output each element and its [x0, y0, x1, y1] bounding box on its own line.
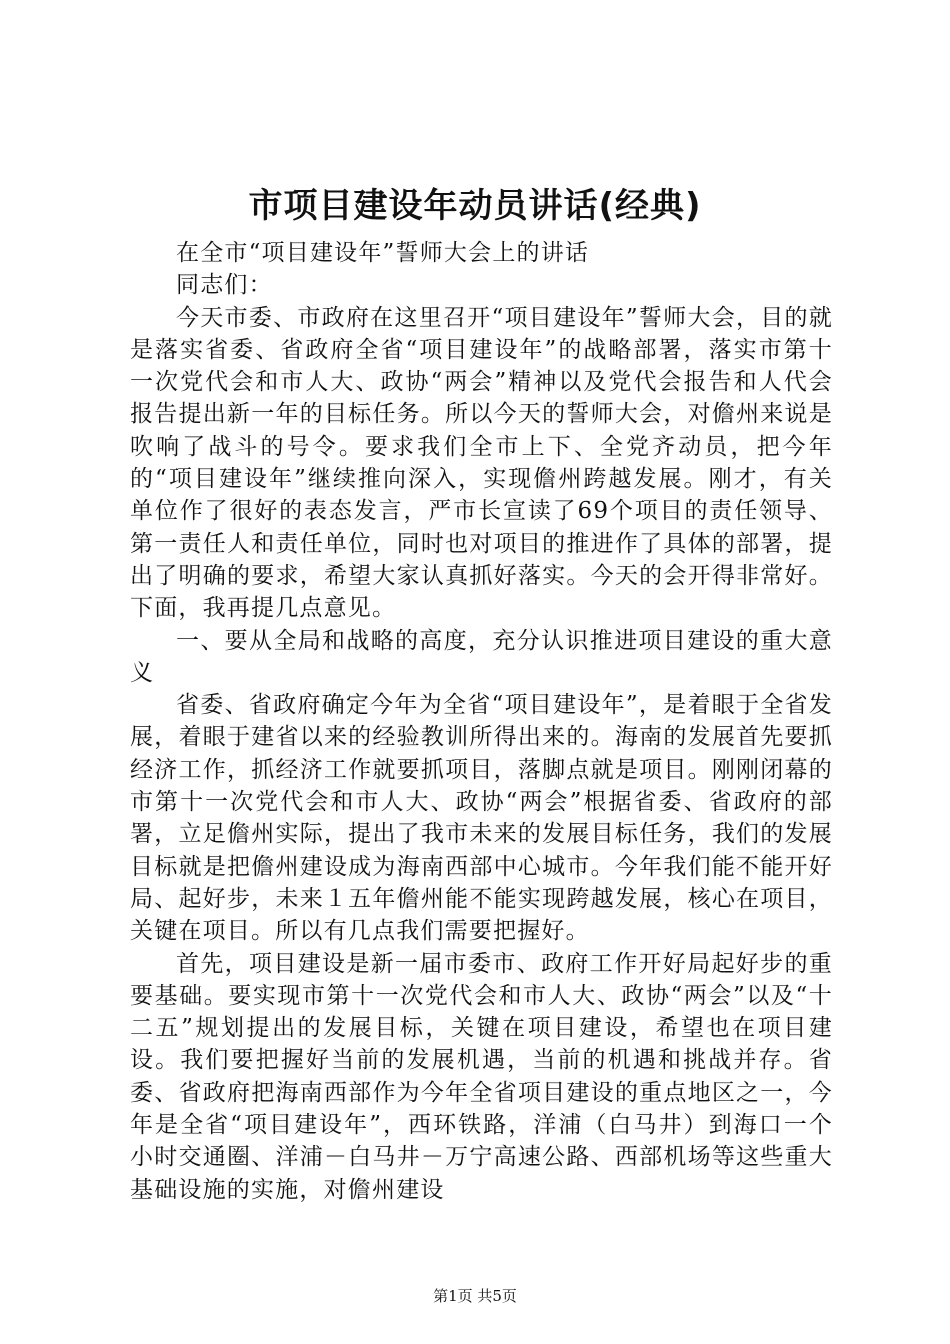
page-footer: 第1页 共5页 [433, 1287, 517, 1305]
body-paragraph: 省委、省政府确定今年为全省“项目建设年”，是着眼于全省发展，着眼于建省以来的经验教训所得出来的。海南的发展首先要抓经济工作，抓经济工作就要抓项目，落脚点就是项目。刚刚闭幕的市第十一次党代会和市人大、政协“两会”根据省委、省政府的部署，立足儋州实际，提出了我市未来的发展目标任务，我们的发展目标就是把儋州建设成为海南西部中心城市。今年我们能不能开好局、起好步，未来１五年儋州能不能实现跨越发展，核心在项目，关键在项目。所以有几点我们需要把握好。 [130, 692, 833, 945]
body-paragraph: 首先，项目建设是新一届市委市、政府工作开好局起好步的重要基础。要实现市第十一次党代会和市人大、政协“两会”以及“十二五”规划提出的发展目标，关键在项目建设，希望也在项目建设。我们要把握好当前的发展机遇，当前的机遇和挑战并存。省委、省政府把海南西部作为今年全省项目建设的重点地区之一，今年是全省“项目建设年”，西环铁路，洋浦（白马井）到海口一个小时交通圈、洋浦－白马井－万宁高速公路、西部机场等这些重大基础设施的实施，对儋州建设 [130, 950, 833, 1203]
section-heading: 一、要从全局和战略的高度，充分认识推进项目建设的重大意义 [130, 627, 833, 686]
document-title: 市项目建设年动员讲话(经典) [248, 186, 702, 226]
salutation-paragraph: 同志们： [176, 272, 273, 299]
body-paragraph: 今天市委、市政府在这里召开“项目建设年”誓师大会，目的就是落实省委、省政府全省“项目建设年”的战略部署，落实市第十一次党代会和市人大、政协“两会”精神以及党代会报告和人代会报告提出新一年的目标任务。所以今天的誓师大会，对儋州来说是吹响了战斗的号令。要求我们全市上下、全党齐动员，把今年的“项目建设年”继续推向深入，实现儋州跨越发展。刚才，有关单位作了很好的表态发言，严市长宣读了69个项目的责任领导、第一责任人和责任单位，同时也对项目的推进作了具体的部署，提出了明确的要求，希望大家认真抓好落实。今天的会开得非常好。下面，我再提几点意见。 [130, 304, 833, 622]
document-body [130, 237, 833, 1206]
subtitle-paragraph: 在全市“项目建设年”誓师大会上的讲话 [176, 240, 590, 266]
